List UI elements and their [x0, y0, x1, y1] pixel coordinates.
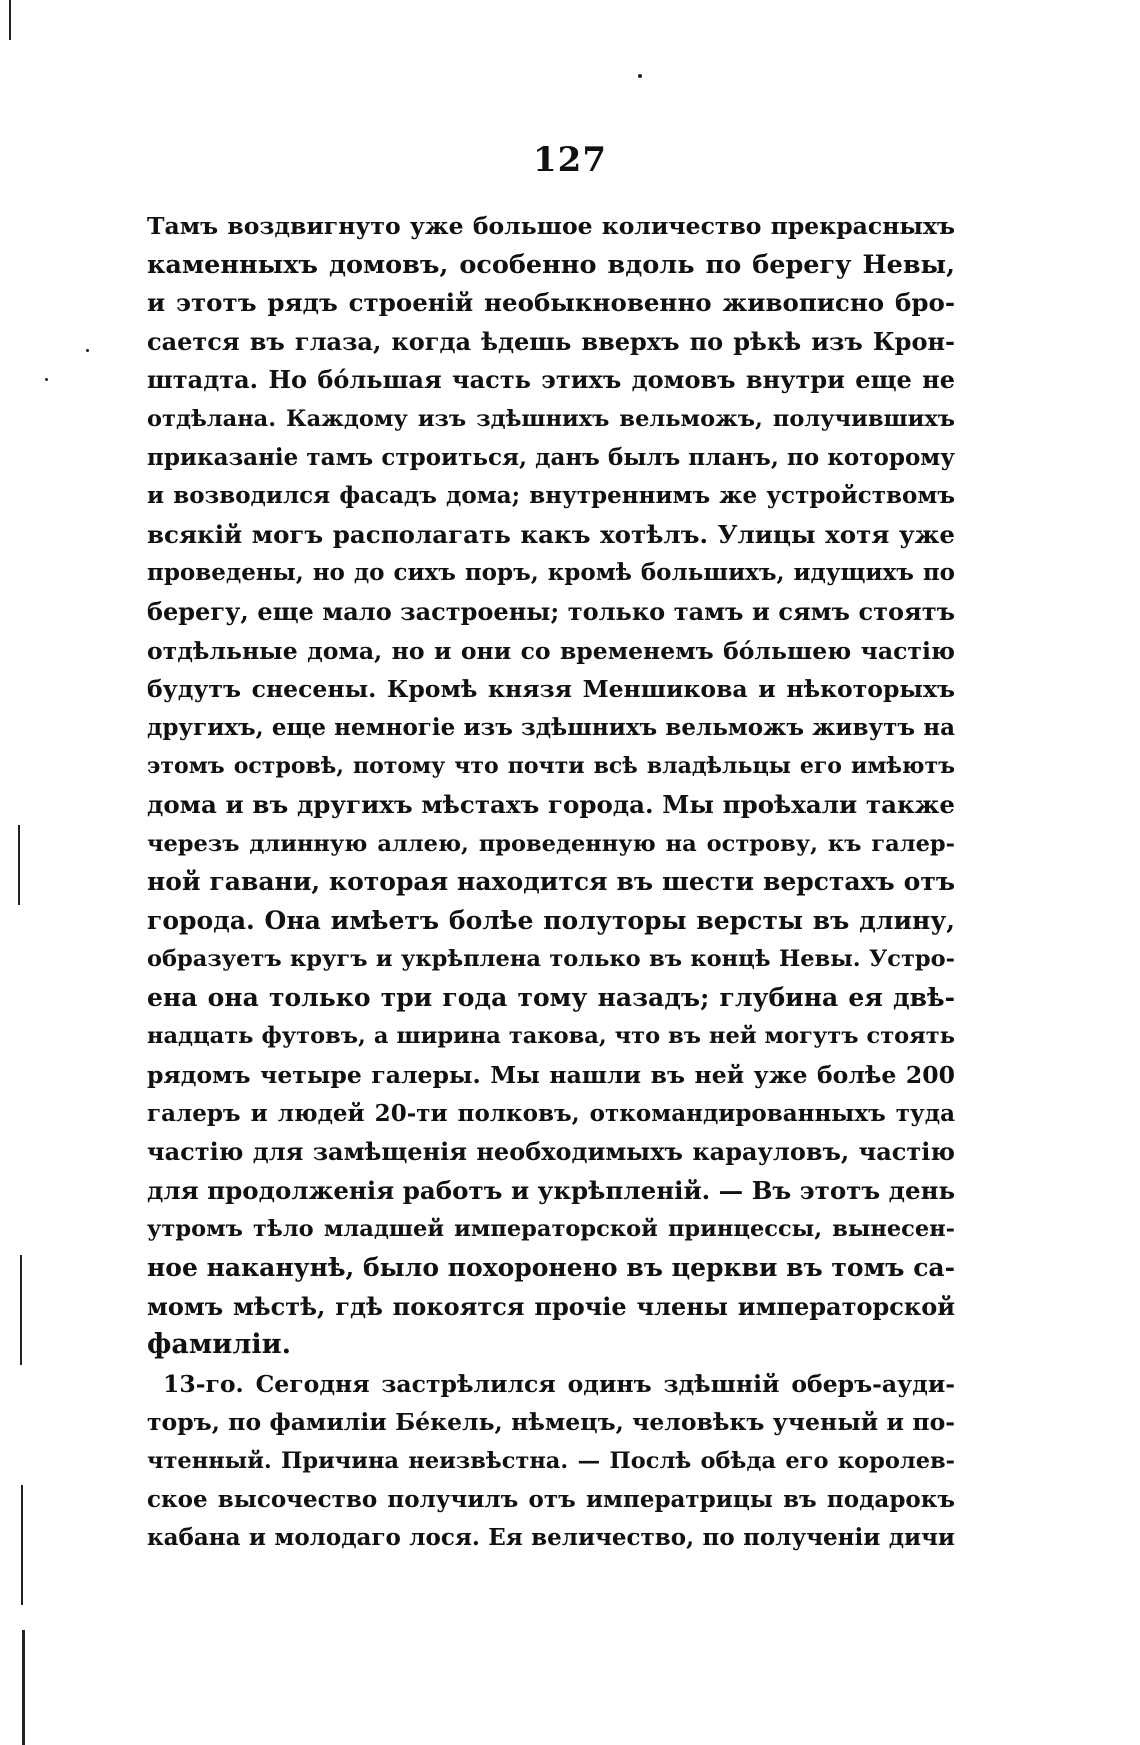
- binding-line: [20, 1255, 22, 1365]
- text-line: и этотъ рядъ строеній необыкновенно живописно бро-: [147, 288, 955, 318]
- text-line: галеръ и людей 20-ти полковъ, откомандированныхъ туда: [147, 1099, 955, 1127]
- text-line: утромъ тѣло младшей императорской принцессы, вынесен-: [147, 1216, 955, 1243]
- text-line: ена она только три года тому назадъ; глубина ея двѣ-: [147, 982, 955, 1012]
- text-line: отдѣльные дома, но и они со временемъ бóльшею частію: [147, 636, 955, 665]
- text-line: каменныхъ домовъ, особенно вдоль по берегу Невы,: [147, 249, 955, 280]
- scan-speck: [86, 349, 89, 352]
- text-line: момъ мѣстѣ, гдѣ покоятся прочіе члены императорской: [147, 1291, 955, 1321]
- text-line: торъ, по фамиліи Бéкель, нѣмецъ, человѣкъ ученый и по-: [147, 1408, 955, 1437]
- scan-speck: [45, 378, 48, 381]
- text-line: для продолженія работъ и укрѣпленій. — Въ этотъ день: [147, 1175, 956, 1205]
- text-line: приказаніе тамъ строиться, данъ былъ планъ, по которому: [147, 443, 955, 471]
- text-line: берегу, еще мало застроены; только тамъ и сямъ стоятъ: [147, 596, 955, 626]
- page-number: 127: [533, 140, 607, 180]
- binding-line: [18, 825, 20, 905]
- text-line: фамиліи.: [147, 1329, 292, 1361]
- text-line: 13-го. Сегодня застрѣлился одинъ здѣшній оберъ-ауди-: [163, 1369, 955, 1398]
- text-line: ной гавани, которая находится въ шести верстахъ отъ: [147, 867, 955, 897]
- binding-line: [22, 1630, 25, 1745]
- text-line: другихъ, еще немногіе изъ здѣшнихъ вельможъ живутъ на: [147, 713, 955, 741]
- text-line: частію для замѣщенія необходимыхъ карауловъ, частію: [147, 1137, 955, 1167]
- text-line: ское высочество получилъ отъ императрицы въ подарокъ: [147, 1485, 955, 1513]
- text-line: будутъ снесены. Кромѣ князя Меншикова и нѣкоторыхъ: [147, 675, 955, 704]
- text-line: черезъ длинную аллею, проведенную на острову, къ галер-: [147, 830, 955, 857]
- text-line: кабана и молодаго лося. Ея величество, по полученіи дичи: [147, 1524, 955, 1552]
- text-line: дома и въ другихъ мѣстахъ города. Мы проѣхали также: [147, 789, 955, 819]
- binding-line: [21, 1485, 23, 1605]
- text-line: штадта. Но бóльшая часть этихъ домовъ внутри еще не: [147, 365, 955, 395]
- text-line: ное наканунѣ, было похоронено въ церкви въ томъ са-: [147, 1253, 955, 1283]
- text-line: образуетъ кругъ и укрѣплена только въ концѣ Невы. Устро-: [147, 946, 955, 973]
- text-line: всякій могъ располагать какъ хотѣлъ. Улицы хотя уже: [147, 519, 955, 549]
- text-line: и возводился фасадъ дома; внутреннимъ же устройствомъ: [147, 482, 955, 510]
- text-line: Тамъ воздвигнуто уже большое количество прекрасныхъ: [147, 212, 955, 240]
- text-line: сается въ глаза, когда ѣдешь вверхъ по рѣкѣ изъ Крон-: [147, 326, 955, 356]
- text-line: чтенный. Причина неизвѣстна. — Послѣ обѣда его королев-: [147, 1448, 955, 1474]
- text-line: проведены, но до сихъ поръ, кромѣ большихъ, идущихъ по: [147, 559, 955, 587]
- text-line: города. Она имѣетъ болѣе полуторы версты въ длину,: [147, 905, 955, 935]
- binding-line: [9, 0, 11, 40]
- text-line: рядомъ четыре галеры. Мы нашли въ ней уже болѣе 200: [147, 1061, 955, 1090]
- text-line: надцать футовъ, а ширина такова, что въ ней могутъ стоять: [147, 1023, 955, 1050]
- text-line: этомъ островѣ, потому что почти всѣ владѣльцы его имѣютъ: [147, 753, 955, 780]
- body-text: [147, 207, 955, 1558]
- scan-speck: [638, 74, 642, 78]
- text-line: отдѣлана. Каждому изъ здѣшнихъ вельможъ, получившихъ: [147, 405, 955, 432]
